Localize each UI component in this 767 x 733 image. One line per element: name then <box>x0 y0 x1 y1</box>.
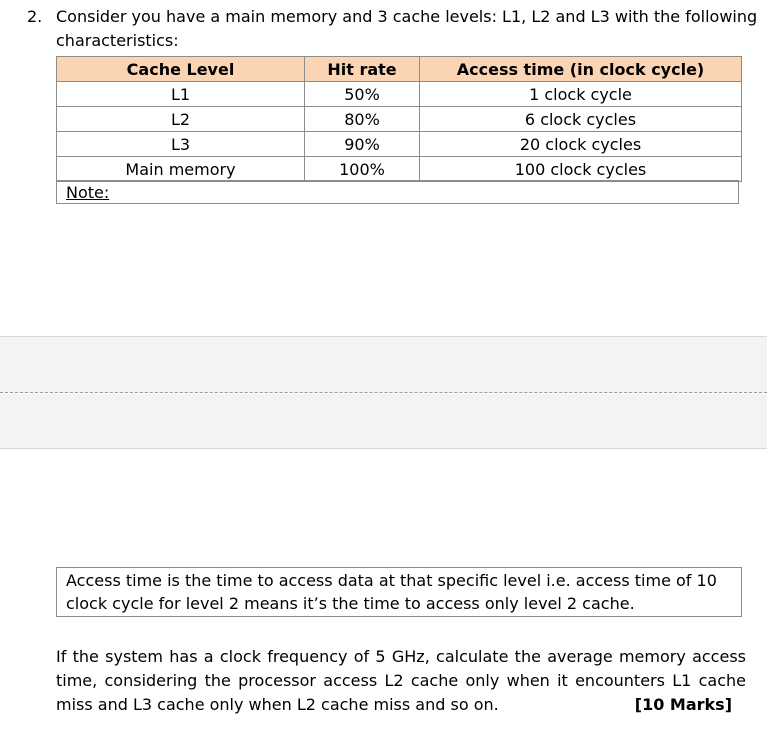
table-row <box>57 132 742 157</box>
page-break-dashed-line <box>0 392 767 393</box>
cell-hit-rate: 100% <box>305 157 420 182</box>
definition-box <box>56 567 742 617</box>
cell-level: Main memory <box>57 157 305 182</box>
definition-text: Access time is the time to access data at that specific level i.e. access time of 10 clock cycle for level 2 means it’s the time to access only level 2 cache. <box>66 571 717 613</box>
marks-label: [10 Marks] <box>634 695 732 714</box>
cell-hit-rate: 90% <box>305 132 420 157</box>
cell-access-time: 1 clock cycle <box>420 82 742 107</box>
header-access-time: Access time (in clock cycle) <box>420 57 742 82</box>
question-text: Consider you have a main memory and 3 cache levels: L1, L2 and L3 with the following characteristics: <box>56 7 758 50</box>
page-break-band-top <box>0 336 767 393</box>
header-cache-level: Cache Level <box>57 57 305 82</box>
table-row <box>57 107 742 132</box>
page-break-band-bottom <box>0 394 767 449</box>
cell-access-time: 6 clock cycles <box>420 107 742 132</box>
table-row <box>57 157 742 182</box>
cell-level: L2 <box>57 107 305 132</box>
cell-access-time: 20 clock cycles <box>420 132 742 157</box>
cell-level: L1 <box>57 82 305 107</box>
note-box <box>56 180 739 204</box>
task-text: If the system has a clock frequency of 5 GHz, calculate the average memory access time, considering the processor access L2 cache only when it encounters L1 cache miss and L3 cache only when L2 cache miss and so on. <box>56 647 746 714</box>
question-number: 2. <box>27 7 43 26</box>
cell-hit-rate: 50% <box>305 82 420 107</box>
cell-access-time: 100 clock cycles <box>420 157 742 182</box>
cell-hit-rate: 80% <box>305 107 420 132</box>
note-label: Note: <box>66 183 110 202</box>
cell-level: L3 <box>57 132 305 157</box>
table-row <box>57 82 742 107</box>
task-paragraph <box>56 645 746 717</box>
table-header-row <box>57 57 742 82</box>
header-hit-rate: Hit rate <box>305 57 420 82</box>
cache-table <box>56 56 742 182</box>
